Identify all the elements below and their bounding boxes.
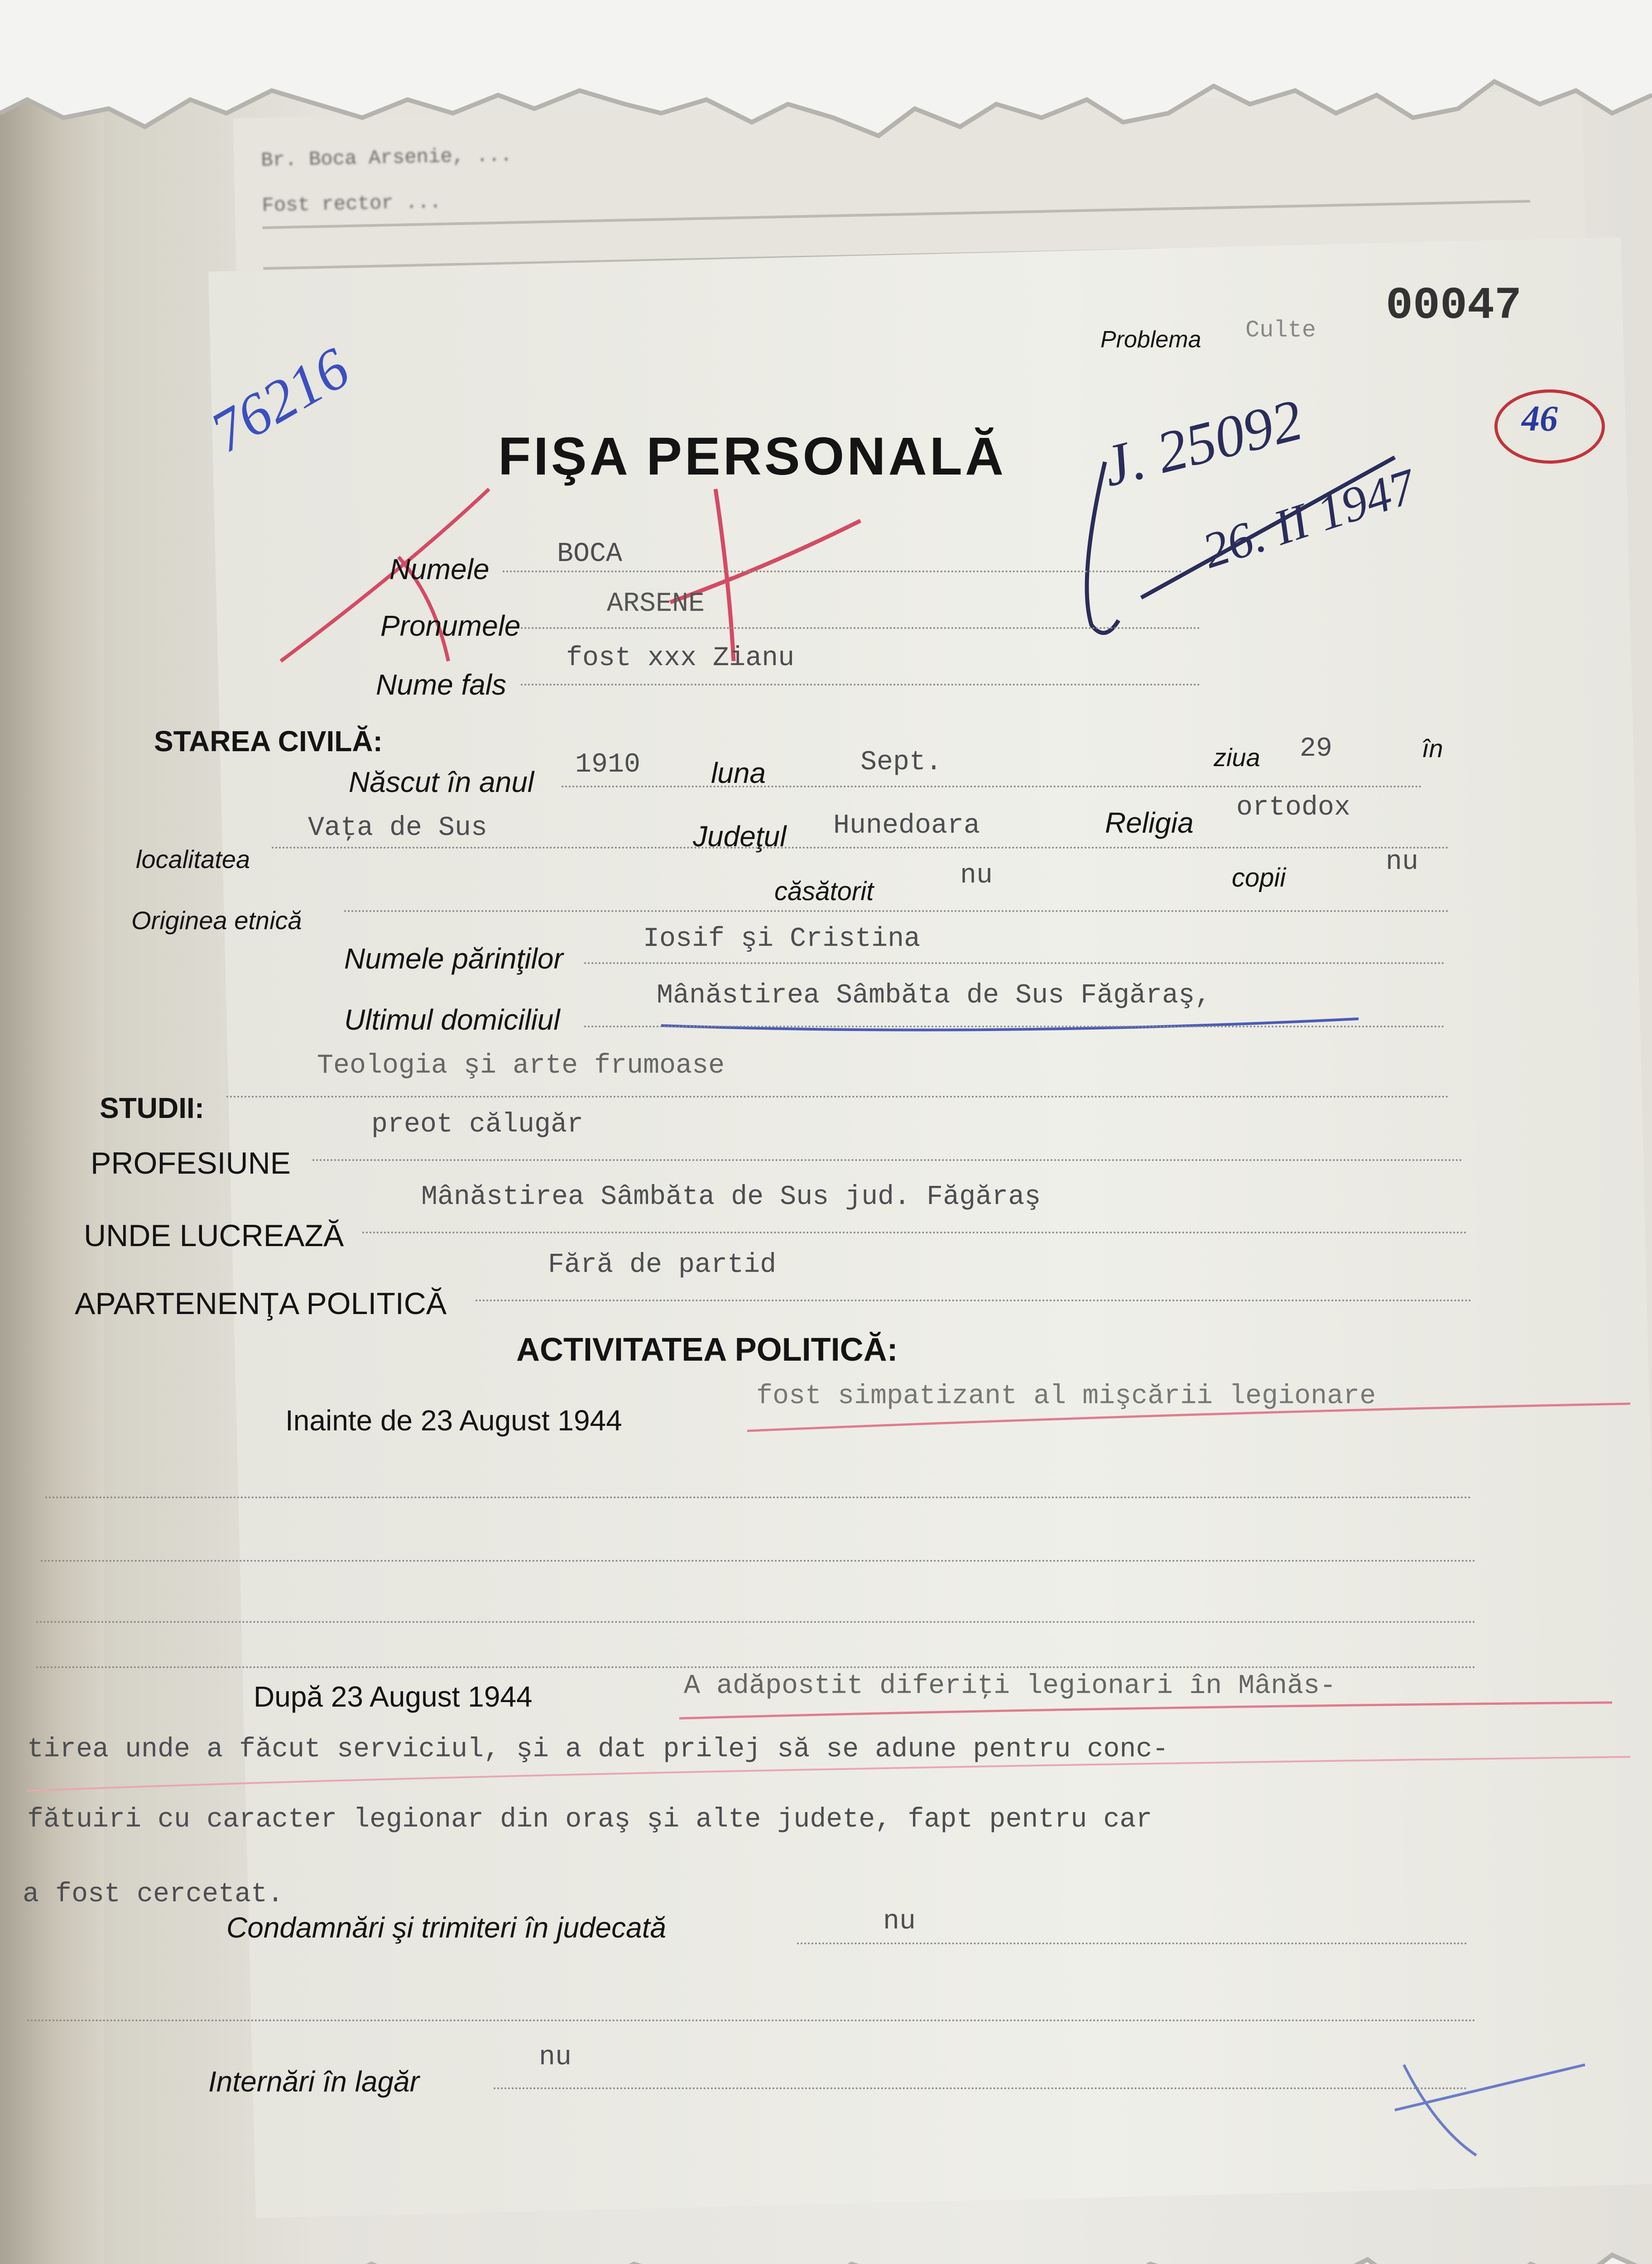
condamnari-label: Condamnări şi trimiteri în judecată [226,1911,667,1944]
dupa-line-3: fătuiri cu caracter legionar din oraş şi alte judete, fapt pentru car [27,1804,1153,1835]
judetul-value: Hunedoara [833,811,980,841]
apartenenta-value: Fără de partid [548,1250,777,1281]
nascut-label: Născut în anul [349,766,534,798]
handwritten-left-note: 76216 [200,335,360,465]
problema-value: Culte [1245,317,1316,344]
domiciliu-value: Mânăstirea Sâmbăta de Sus Făgăraş, [657,980,1211,1011]
studii-value: Teologia şi arte frumoase [317,1050,725,1081]
pronumele-label: Pronumele [380,609,521,642]
religia-label: Religia [1105,806,1194,839]
condamnari-value: nu [883,1906,916,1937]
problema-label: Problema [1100,326,1201,353]
inainte-label: Inainte de 23 August 1944 [285,1404,622,1437]
unde-lucreaza-label: UNDE LUCREAZĂ [84,1218,344,1253]
handwritten-ref-number: J. 25092 [1096,387,1309,499]
ziua-value: 29 [1300,734,1333,764]
internari-label: Internări în lagăr [208,2065,420,2098]
studii-label: STUDII: [100,1092,205,1124]
pronumele-value: ARSENE [607,589,705,619]
blue-underline-domicile [661,1019,1359,1030]
starea-civila-heading: STAREA CIVILĂ: [154,725,383,758]
parinti-label: Numele părinţilor [344,942,563,975]
domiciliu-label: Ultimul domiciliul [344,1003,560,1036]
page-title: FIŞA PERSONALĂ [498,427,1007,486]
inainte-value: fost simpatizant al mişcării legionare [756,1381,1376,1412]
nascut-value: 1910 [575,749,641,780]
internari-value: nu [539,2042,572,2073]
circled-page-number-text: 46 [1522,399,1558,439]
torn-bottom-edge [0,2173,1652,2264]
pink-underline-after [679,1703,1612,1718]
profesiune-label: PROFESIUNE [91,1146,291,1180]
in-label: în [1422,734,1443,763]
religia-value: ortodox [1236,792,1351,823]
luna-label: luna [711,757,766,789]
dupa-line-4: a fost cercetat. [23,1879,284,1910]
casatorit-label: căsătorit [774,877,874,906]
handwritten-ref-date: 26. II 1947 [1196,458,1422,579]
blue-tick-mark [1395,2065,1585,2155]
ref-hook [1087,462,1119,633]
dupa-line-2: tirea unde a făcut serviciul, şi a dat prilej să se adune pentru conc- [27,1734,1169,1765]
numele-label: Numele [389,553,490,585]
ziua-label: ziua [1214,743,1260,772]
apartenenta-label: APARTENENŢA POLITICĂ [75,1286,447,1321]
torn-top-edge [0,0,1652,149]
profesiune-value: preot călugăr [371,1109,584,1140]
nume-fals-value: fost xxx Zianu [566,643,795,674]
originea-label: Originea etnică [131,906,302,935]
localitatea-value: Vaţa de Sus [308,813,488,844]
copii-label: copii [1232,863,1286,892]
top-sheet-line: Br. Boca Arsenie, ... [260,144,513,172]
dupa-line-1: A adăpostit diferiţi legionari în Mânăs- [684,1671,1336,1702]
top-sheet-line: Fost rector ... [262,191,442,217]
unde-lucreaza-value: Mânăstirea Sâmbăta de Sus jud. Făgăraş [421,1182,1041,1213]
parinti-value: Iosif şi Cristina [643,924,921,955]
dupa-label: După 23 August 1944 [254,1680,533,1713]
red-cross-mark [670,489,860,661]
activitatea-heading: ACTIVITATEA POLITICĂ: [516,1332,898,1368]
localitatea-label: localitatea [136,845,250,873]
luna-value: Sept. [860,747,942,778]
nume-fals-label: Nume fals [376,668,507,701]
numele-value: BOCA [557,539,623,570]
copii-value: nu [1386,847,1419,878]
file-number: 00047 [1386,281,1522,332]
ref-underline [1141,457,1395,598]
casatorit-value: nu [960,860,993,891]
judetul-label: Judeţul [693,820,787,853]
